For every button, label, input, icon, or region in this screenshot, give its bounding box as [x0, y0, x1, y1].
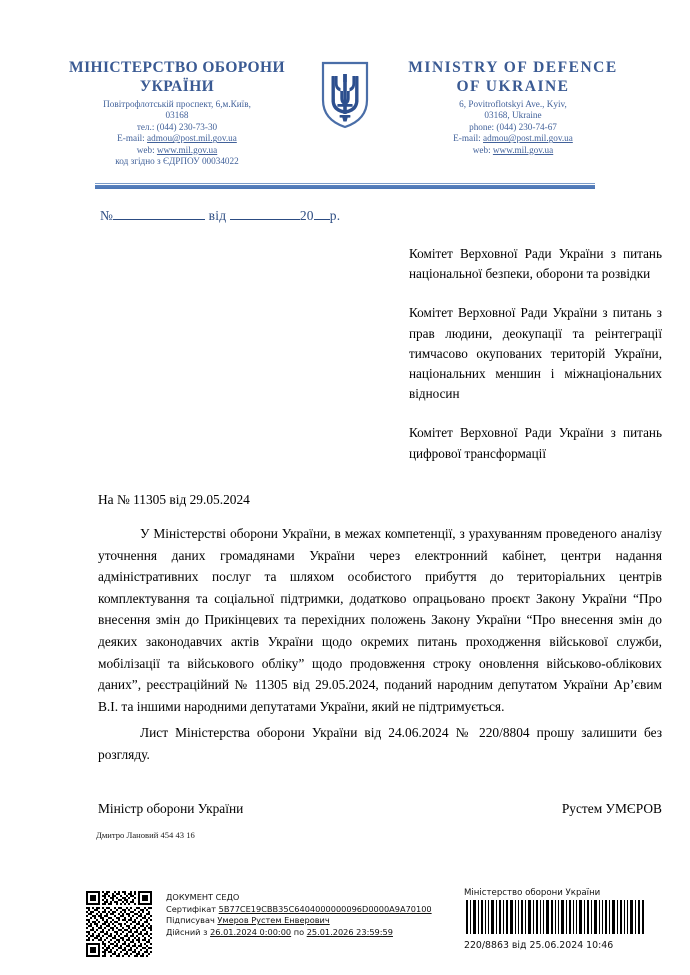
barcode-icon — [464, 900, 646, 934]
barcode-block — [464, 888, 664, 951]
letterhead-ukrainian — [43, 58, 315, 167]
sedo-valid-label: Дійсний з — [166, 926, 211, 937]
sedo-signer-label: Підписувач — [166, 915, 218, 926]
email-label-en: E-mail: — [453, 133, 484, 144]
reference-year-blank[interactable] — [314, 219, 330, 220]
zip-uk: 03168 — [165, 110, 189, 121]
letterhead-english — [375, 58, 647, 156]
ukraine-trident-coat-of-arms-icon — [320, 60, 370, 130]
letterhead-contacts-en — [379, 99, 647, 156]
document-registration-id: 220/8863 від 25.06.2024 10:46 — [464, 940, 614, 951]
sedo-validity-row — [166, 927, 432, 939]
letterhead-contacts-uk — [43, 99, 311, 167]
sedo-valid-to: 25.01.2026 23:59:59 — [306, 926, 393, 937]
organization-name-en-line1: MINISTRY OF DEFENCE — [408, 59, 618, 76]
email-row-uk — [43, 133, 311, 144]
sedo-signature-info — [166, 892, 432, 938]
address-uk: Повітрофлотській проспект, 6,м.Київ, — [103, 99, 251, 109]
zip-en: 03168, Ukraine — [484, 110, 542, 121]
addressee-block — [409, 244, 662, 464]
web-label-en: web: — [472, 144, 493, 155]
document-footer — [0, 888, 690, 968]
web-link-uk[interactable]: www.mil.gov.ua — [156, 144, 218, 155]
phone-en: phone: (044) 230-74-67 — [469, 121, 557, 132]
organization-name-uk — [43, 58, 311, 96]
addressee-1: Комітет Верховної Ради України з питань національної безпеки, оборони та розвідки — [409, 246, 662, 282]
email-link-en[interactable]: admou@post.mil.gov.ua — [483, 133, 573, 144]
reference-year-suffix: р. — [329, 208, 341, 223]
sedo-certificate-row — [166, 904, 432, 916]
web-row-en — [379, 145, 647, 156]
address-en: 6, Povitroflotskyi Ave., Kyiv, — [459, 99, 567, 109]
letterhead-separator — [95, 183, 595, 189]
body-paragraph-1: У Міністерстві оборони України, в межах компетенції, з урахуванням проведеного аналізу уточнення даних громадянами України через електронний кабінет, центри надання адміністративних послуг та шляхом особистого прибуття до територіальних центрів комплектування та соціальної підтримки, додатково опрацьовано проєкт Закону України “Про внесення змін до Прикінцевих та перехідних положень Закону України “Про внесення змін до деяких законодавчих актів України щодо окремих питань проходження військової служби, мобілізації та військового обліку” щодо продовження строку оновлення військово-облікових даних”, реєстраційний № 11305 від 29.05.2024, поданий народним депутатом України Ар’євим В.І. та іншими народними депутатами України, який не підтримується. — [98, 526, 662, 714]
phone-uk: тел.: (044) 230-73-30 — [136, 121, 218, 132]
sedo-valid-mid: по — [291, 926, 307, 937]
separator-thin-line — [95, 183, 595, 184]
addressee-2: Комітет Верховної Ради України з питань з прав людини, деокупації та реінтеграції тимчасово окупованих територій України, національних меншин і міжнаціональних відносин — [409, 305, 662, 402]
letter-body — [98, 523, 662, 766]
addressee-3: Комітет Верховної Ради України з питань цифрової трансформації — [409, 425, 662, 461]
outgoing-reference-line — [100, 208, 340, 224]
organization-name-uk-line2: УКРАЇНИ — [139, 78, 215, 95]
reference-date-blank[interactable] — [230, 219, 300, 220]
email-link-uk[interactable]: admou@post.mil.gov.ua — [147, 133, 237, 144]
organization-name-en-line2: OF UKRAINE — [456, 78, 570, 95]
sedo-signer-row — [166, 915, 432, 927]
signatory-name: Рустем УМЄРОВ — [561, 801, 662, 816]
signature-block — [98, 801, 662, 817]
sedo-certificate-value: 5B77CE19CBB35C6404000000096D0000A9A70100 — [218, 903, 432, 914]
separator-thick-bar — [95, 185, 595, 189]
qr-code-icon[interactable] — [86, 891, 152, 957]
web-row-uk — [43, 145, 311, 156]
barcode-caption: Міністерство оборони України — [464, 888, 601, 898]
signatory-position: Міністр оборони України — [98, 801, 244, 816]
edrpou-code: код згідно з ЄДРПОУ 00034022 — [115, 156, 239, 167]
organization-name-uk-line1: МІНІСТЕРСТВО ОБОРОНИ — [69, 59, 285, 76]
emblem-container — [315, 58, 375, 130]
sedo-signer-value: Умеров Рустем Енверович — [217, 915, 330, 926]
sedo-valid-from: 26.01.2024 0:00:00 — [210, 926, 292, 937]
body-paragraph-2: Лист Міністерства оборони України від 24.06.2024 № 220/8804 прошу залишити без розгляду. — [98, 725, 662, 762]
email-label-uk: E-mail: — [117, 133, 148, 144]
web-link-en[interactable]: www.mil.gov.ua — [492, 144, 554, 155]
organization-name-en — [379, 58, 647, 96]
incoming-reference: На № 11305 від 29.05.2024 — [98, 492, 250, 507]
web-label-uk: web: — [136, 144, 157, 155]
reference-year-prefix: 20 — [299, 208, 314, 223]
sedo-title: ДОКУМЕНТ СЕДО — [166, 892, 240, 902]
reference-number-blank[interactable] — [113, 219, 205, 220]
reference-number-label: № — [100, 208, 114, 223]
executor-line: Дмитро Лановий 454 43 16 — [96, 830, 195, 840]
letterhead — [0, 58, 690, 167]
sedo-certificate-label: Сертифікат — [166, 903, 219, 914]
email-row-en — [379, 133, 647, 144]
reference-date-label: від — [208, 208, 227, 223]
